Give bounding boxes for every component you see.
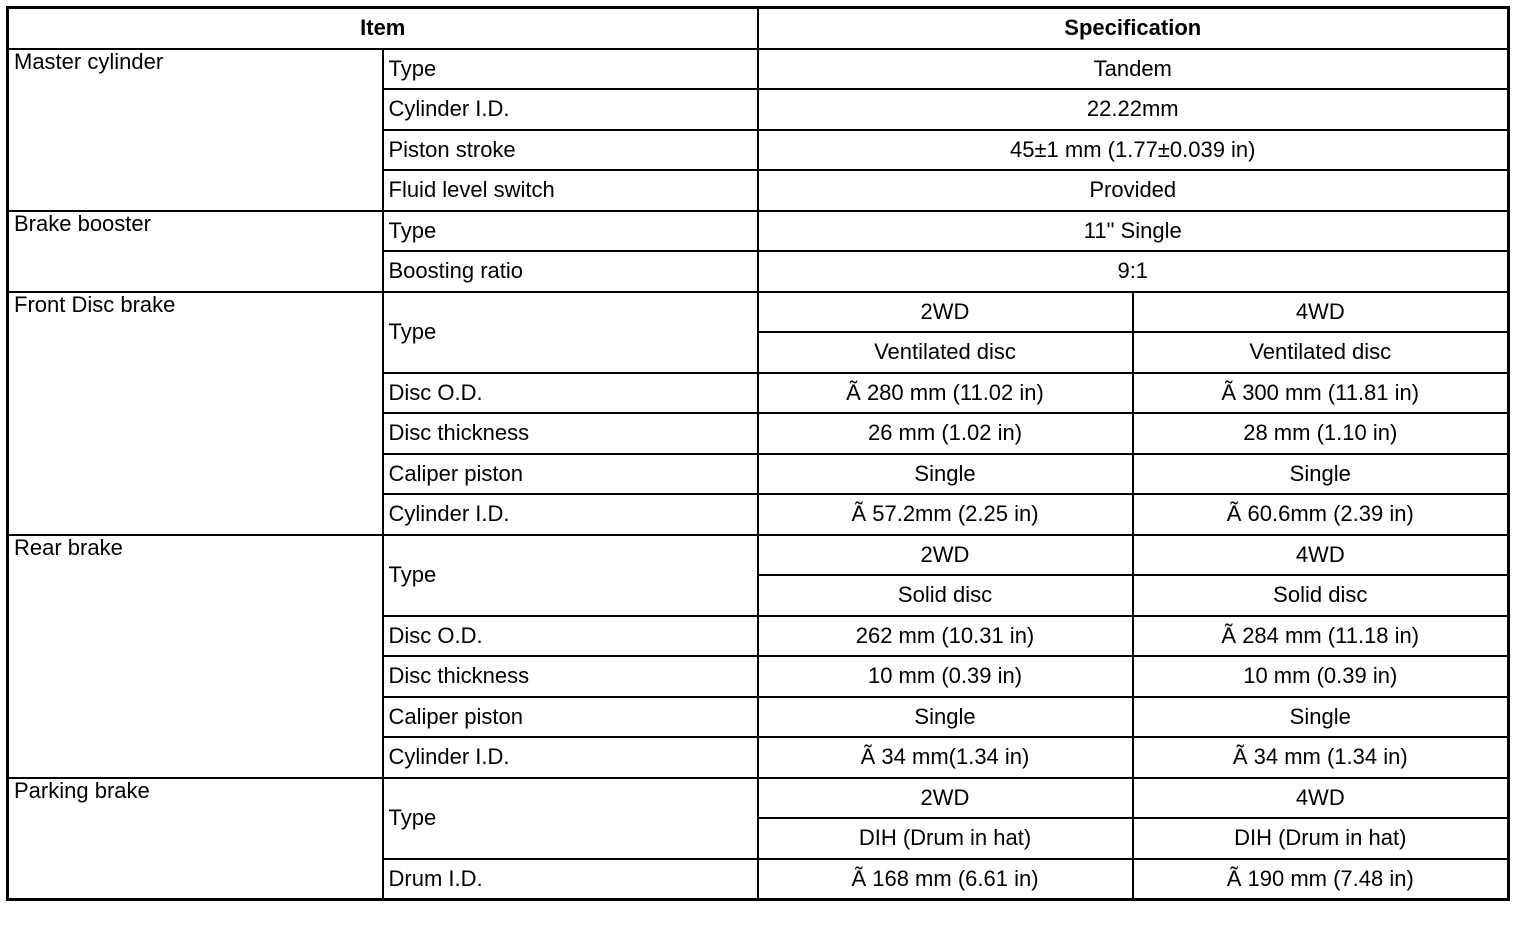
spec-value-4wd: Ã 300 mm (11.81 in) <box>1133 373 1509 414</box>
item-label: Drum I.D. <box>383 859 758 900</box>
col-4wd: 4WD <box>1133 778 1509 819</box>
header-specification: Specification <box>758 8 1509 49</box>
table-row <box>8 292 1509 333</box>
item-label: Fluid level switch <box>383 170 758 211</box>
spec-value-2wd: Single <box>758 454 1133 495</box>
item-label: Cylinder I.D. <box>383 494 758 535</box>
item-label: Disc O.D. <box>383 373 758 414</box>
spec-value-4wd: Solid disc <box>1133 575 1509 616</box>
group-parking-brake: Parking brake <box>8 778 383 900</box>
table-row <box>8 778 1509 819</box>
spec-value-2wd: Single <box>758 697 1133 738</box>
spec-value-4wd: Ã 190 mm (7.48 in) <box>1133 859 1509 900</box>
item-label: Type <box>383 535 758 616</box>
item-label: Cylinder I.D. <box>383 89 758 130</box>
spec-value-2wd: 26 mm (1.02 in) <box>758 413 1133 454</box>
item-label: Type <box>383 49 758 90</box>
item-label: Disc thickness <box>383 413 758 454</box>
spec-value-4wd: Ã 34 mm (1.34 in) <box>1133 737 1509 778</box>
item-label: Boosting ratio <box>383 251 758 292</box>
spec-value-4wd: DIH (Drum in hat) <box>1133 818 1509 859</box>
spec-value-2wd: 10 mm (0.39 in) <box>758 656 1133 697</box>
spec-value: Tandem <box>758 49 1509 90</box>
spec-value-4wd: Ã 60.6mm (2.39 in) <box>1133 494 1509 535</box>
spec-value-4wd: Single <box>1133 454 1509 495</box>
spec-value-2wd: Ã 280 mm (11.02 in) <box>758 373 1133 414</box>
item-label: Disc thickness <box>383 656 758 697</box>
spec-value: 22.22mm <box>758 89 1509 130</box>
table-row <box>8 49 1509 90</box>
item-label: Disc O.D. <box>383 616 758 657</box>
item-label: Type <box>383 292 758 373</box>
brake-specification-table <box>6 6 1510 901</box>
spec-value: Provided <box>758 170 1509 211</box>
group-brake-booster: Brake booster <box>8 211 383 292</box>
item-label: Caliper piston <box>383 454 758 495</box>
group-master-cylinder: Master cylinder <box>8 49 383 211</box>
table-row <box>8 535 1509 576</box>
col-2wd: 2WD <box>758 292 1133 333</box>
spec-value-4wd: Ventilated disc <box>1133 332 1509 373</box>
group-front-disc-brake: Front Disc brake <box>8 292 383 535</box>
table-row <box>8 211 1509 252</box>
spec-value-4wd: 28 mm (1.10 in) <box>1133 413 1509 454</box>
item-label: Piston stroke <box>383 130 758 171</box>
spec-value-4wd: Single <box>1133 697 1509 738</box>
item-label: Type <box>383 211 758 252</box>
spec-value-2wd: 262 mm (10.31 in) <box>758 616 1133 657</box>
col-2wd: 2WD <box>758 778 1133 819</box>
spec-value-2wd: Ã 168 mm (6.61 in) <box>758 859 1133 900</box>
item-label: Cylinder I.D. <box>383 737 758 778</box>
item-label: Caliper piston <box>383 697 758 738</box>
header-item: Item <box>8 8 758 49</box>
spec-value-2wd: Solid disc <box>758 575 1133 616</box>
col-4wd: 4WD <box>1133 292 1509 333</box>
spec-value-4wd: 10 mm (0.39 in) <box>1133 656 1509 697</box>
spec-value-2wd: Ventilated disc <box>758 332 1133 373</box>
spec-value: 45±1 mm (1.77±0.039 in) <box>758 130 1509 171</box>
col-4wd: 4WD <box>1133 535 1509 576</box>
spec-value-4wd: Ã 284 mm (11.18 in) <box>1133 616 1509 657</box>
spec-value: 9:1 <box>758 251 1509 292</box>
spec-value-2wd: Ã 57.2mm (2.25 in) <box>758 494 1133 535</box>
spec-value-2wd: DIH (Drum in hat) <box>758 818 1133 859</box>
group-rear-brake: Rear brake <box>8 535 383 778</box>
item-label: Type <box>383 778 758 859</box>
spec-value: 11" Single <box>758 211 1509 252</box>
spec-value-2wd: Ã 34 mm(1.34 in) <box>758 737 1133 778</box>
col-2wd: 2WD <box>758 535 1133 576</box>
header-row <box>8 8 1509 49</box>
